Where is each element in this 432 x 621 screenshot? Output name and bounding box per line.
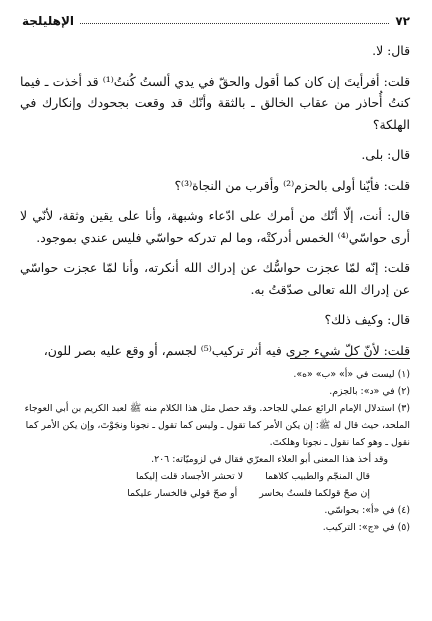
page-number: ٧٢ bbox=[395, 14, 410, 28]
footnote: (١) ليست في «أ» «ب» «ه». bbox=[293, 369, 410, 380]
verse-hemistich: قال المنجّم والطبيب كلاهما bbox=[265, 471, 370, 482]
paragraph: قلت: فأيّنا أولى بالحزم⁽²⁾ وأقرب من النجاة⁽³⁾؟ bbox=[174, 177, 410, 193]
paragraph: قلت: لأنّ كلّ شيء جرى فيه أثر تركيب⁽⁵⁾ لجسم، أو وقع عليه بصر للون، bbox=[43, 342, 410, 358]
footnote: (٤) في «أ»: بحواسّي. bbox=[324, 505, 410, 516]
paragraph: قال: بلى. bbox=[361, 147, 410, 162]
header-dotted-rule bbox=[80, 23, 389, 24]
paragraph: قلت: أفرأيتَ إن كان كما أقول والحقّ في يدي ألستُ كُنتُ⁽¹⁾ قد أخذت ـ فيما كنتُ أُحاذر من عقاب الخالق ـ بالثقة وأنّك قد وقعت بجحودك وإنكارك في الهلكة؟ bbox=[20, 73, 411, 132]
paragraph: قال: لا. bbox=[372, 43, 410, 58]
footnote: (٣) استدلال الإمام الرائع عملي للجاحد. وقد حصل مثل هذا الكلام منه ﷺ لعبد الكريم بن أبي العوجاء الملحد، حيث قال له ﷺ: إن يكن الأمر كما تقول ـ وليس كما تقول ـ نجونا ونجَوْتَ، وإن يكن الأمر كما نقول ـ وهو كما نقول ـ نجونا وهلكتَ. bbox=[24, 403, 410, 448]
page-header bbox=[22, 4, 410, 28]
verse-hemistich: أو صحّ قولي فالخسار عليكما bbox=[127, 488, 238, 499]
footnote-continuation: وقد أخذ هذا المعنى أبو العلاء المعرّي فقال في لزوميّاته: ٢٠٦. bbox=[151, 454, 388, 465]
main-text bbox=[20, 40, 410, 370]
footnotes bbox=[20, 366, 410, 536]
verse-hemistich: إن صحّ قولكما فلستُ بخاسر bbox=[259, 488, 370, 499]
poem-line bbox=[20, 485, 370, 502]
footnote-separator bbox=[290, 358, 410, 359]
footnote: (٢) في «د»: بالجزم. bbox=[329, 386, 410, 397]
verse-hemistich: لا تحشر الأجساد قلت إليكما bbox=[135, 471, 244, 482]
paragraph: قال: أنت، إلّا أنّك من أمرك على ادّعاء وشبهة، وأنا على يقين وثقة، لأنّي لا أرى حواسّي⁽⁴⁾ الخمس أدركتْه، وما لم تدركه حواسّي فليس عندي بموجود. bbox=[20, 208, 410, 245]
paragraph: قال: وكيف ذلك؟ bbox=[324, 312, 410, 327]
poem-verses bbox=[20, 468, 410, 502]
running-title: الإهليلجة bbox=[22, 14, 74, 28]
footnote: (٥) في «ج»: التركيب. bbox=[322, 522, 410, 533]
poem-line bbox=[20, 468, 370, 485]
paragraph: قلت: إنّه لمّا عجزت حواسُّك عن إدراك الله أنكرته، وأنا لمّا عجزت حواسّي عن إدراك الله تعالى صدّقتُ به. bbox=[20, 260, 410, 297]
